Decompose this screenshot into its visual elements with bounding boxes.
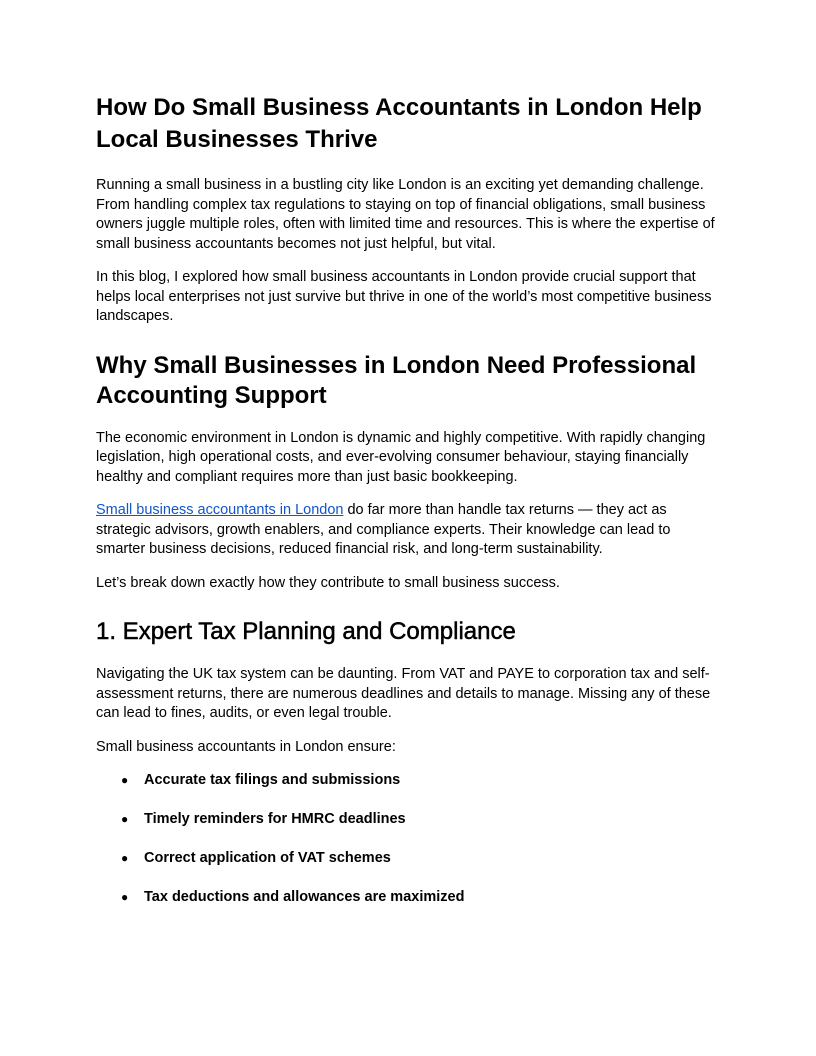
section-heading-why: Why Small Businesses in London Need Professional Accounting Support	[96, 351, 697, 409]
accountants-london-link[interactable]: Small business accountants in London	[96, 502, 344, 518]
intro-paragraph-2: In this blog, I explored how small business accountants in London provide crucial support that helps local enterprises not just survive but thrive in one of the world’s most competitive business landscapes.	[96, 269, 712, 324]
page-title: How Do Small Business Accountants in London Help Local Businesses Thrive	[96, 94, 702, 153]
bullet-icon: ●	[121, 851, 129, 865]
bullet-icon: ●	[121, 773, 129, 787]
list-item-text: Correct application of VAT schemes	[144, 850, 391, 866]
list-item	[121, 810, 720, 830]
why-paragraph-2-text: do far more than handle tax returns — they act as strategic advisors, growth enablers, and compliance experts. Their knowledge can lead to smarter business decisions, reduced financial risk, and long-term sustainability.	[96, 502, 671, 557]
bullet-icon: ●	[121, 890, 129, 904]
list-item	[121, 888, 720, 908]
why-paragraph-1: The economic environment in London is dynamic and highly competitive. With rapidly changing legislation, high operational costs, and ever-evolving consumer behaviour, staying financially healthy and compliant requires more than just basic bookkeeping.	[96, 429, 706, 485]
list-item-text: Accurate tax filings and submissions	[144, 772, 401, 788]
list-item	[121, 771, 720, 791]
bullet-icon: ●	[121, 812, 129, 826]
tax-paragraph-1: Navigating the UK tax system can be daunting. From VAT and PAYE to corporation tax and self-assessment returns, there are numerous deadlines and details to manage. Missing any of these can lead to fines, audits, or even legal trouble.	[96, 666, 711, 721]
section-heading-tax: 1. Expert Tax Planning and Compliance	[96, 618, 516, 645]
intro-paragraph-1: Running a small business in a bustling city like London is an exciting yet demanding challenge. From handling complex tax regulations to staying on top of financial obligations, small business owners juggle multiple roles, often with limited time and resources. This is where the expertise of small business accountants becomes not just helpful, but vital.	[96, 177, 715, 252]
list-item	[121, 849, 720, 869]
list-item-text: Tax deductions and allowances are maximized	[144, 889, 465, 905]
tax-paragraph-2: Small business accountants in London ensure:	[96, 738, 396, 755]
why-paragraph-3: Let’s break down exactly how they contribute to small business success.	[96, 574, 560, 591]
tax-bullet-list	[96, 771, 720, 908]
why-paragraph-2	[96, 501, 720, 560]
list-item-text: Timely reminders for HMRC deadlines	[144, 811, 406, 827]
